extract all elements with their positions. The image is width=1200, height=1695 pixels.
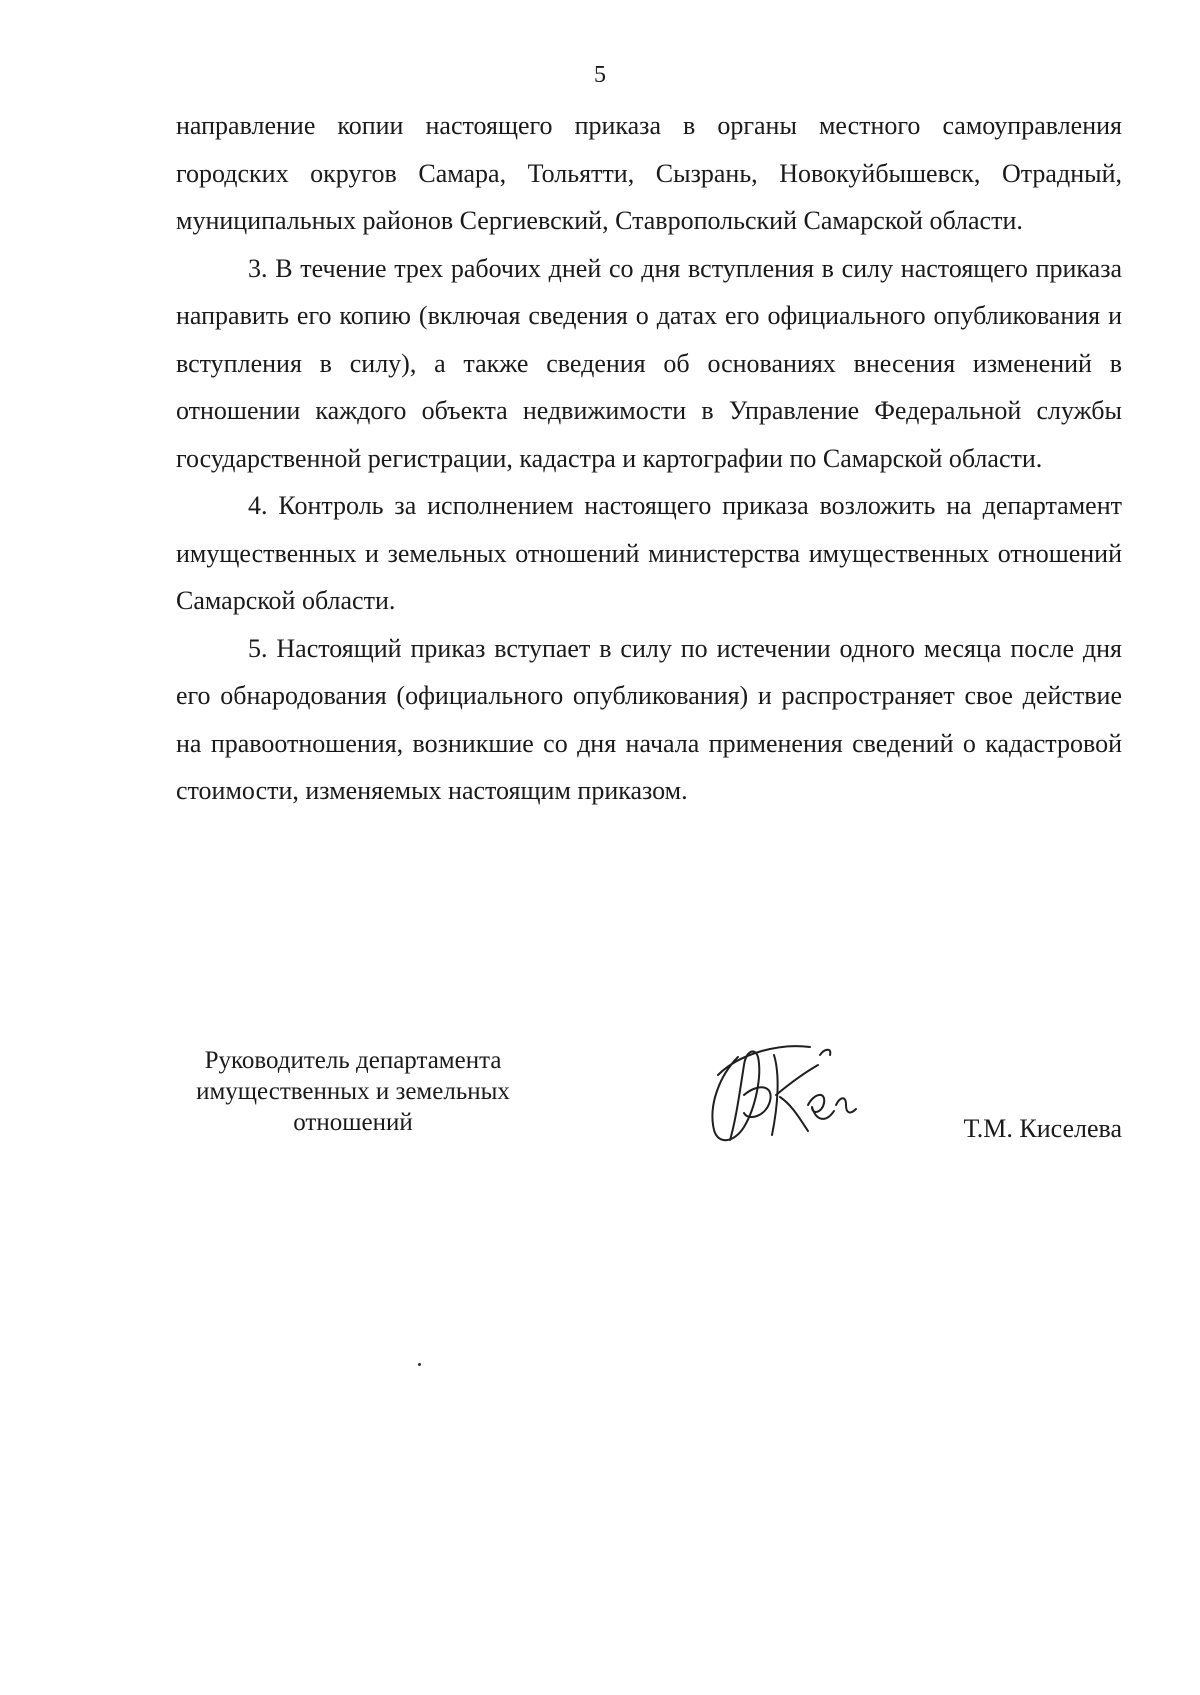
page-number: 5 [594,62,606,88]
document-body [176,102,1122,815]
signer-name: Т.М. Киселева [963,1114,1122,1143]
signer-position-line: имущественных и земельных [196,1078,510,1105]
paragraph-item-4: 4. Контроль за исполнением настоящего приказа возложить на департамент имущественных и земельных отношений министерства имущественных отношений Самарской области. [176,491,1122,615]
signer-position [168,1045,538,1138]
signature-block [0,1045,1200,1185]
scan-artifact-dot [418,1363,421,1366]
paragraph-item-3: 3. В течение трех рабочих дней со дня вступления в силу настоящего приказа направить его копию (включая сведения о датах его официального опубликования и вступления в силу), а также сведения об основаниях внесения изменений в отношении каждого объекта недвижимости в Управление Федеральной службы государственной регистрации, кадастра и картографии по Самарской области. [176,253,1122,473]
paragraph-item-5: 5. Настоящий приказ вступает в силу по истечении одного месяца после дня его обнародования (официального опубликования) и распространяет свое действие на правоотношения, возникшие со дня начала применения сведений о кадастровой стоимости, изменяемых настоящим приказом. [176,633,1122,805]
signer-position-line: Руководитель департамента [204,1047,502,1074]
handwritten-signature-icon [700,1035,880,1150]
signer-position-line: отношений [293,1109,413,1136]
paragraph-continuation: направление копии настоящего приказа в органы местного самоуправления городских округов Самара, Тольятти, Сызрань, Новокуйбышевск, Отрадный, муниципальных районов Сергиевский, Ставропольский Самарской области. [176,111,1122,235]
